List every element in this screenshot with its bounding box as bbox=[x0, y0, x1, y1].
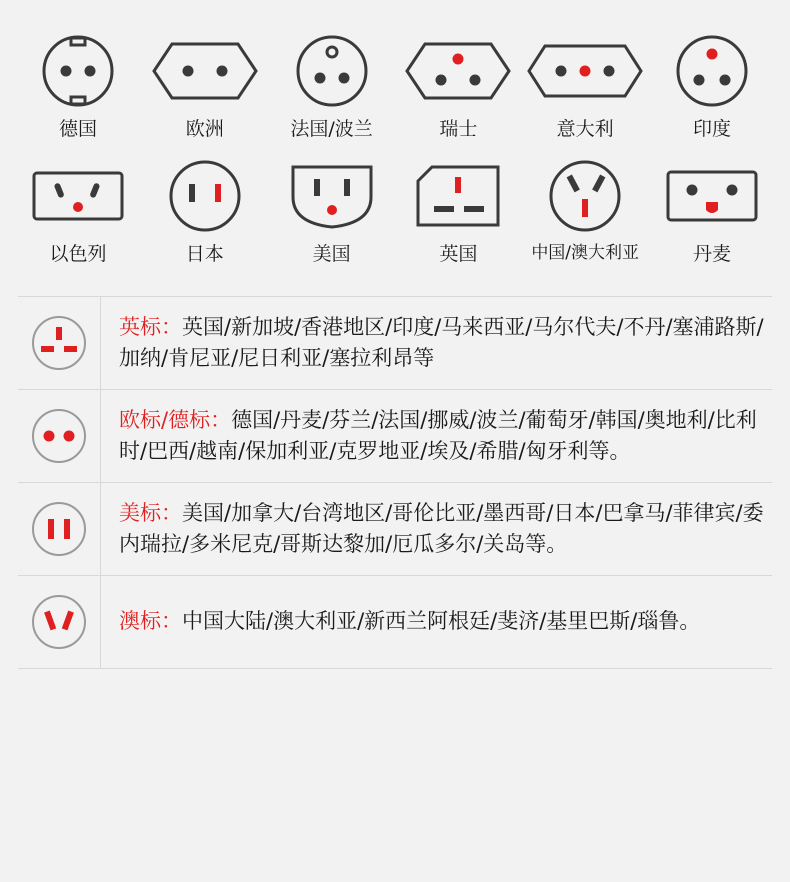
standards-row-uk bbox=[18, 297, 772, 390]
plug-label: 德国 bbox=[58, 118, 97, 140]
plug-cell-italy bbox=[525, 30, 645, 141]
plug-cell-israel bbox=[18, 155, 138, 266]
plug-label: 英国 bbox=[439, 242, 478, 265]
standards-description bbox=[100, 390, 772, 482]
socket-us-icon bbox=[18, 483, 100, 575]
plug-label: 以色列 bbox=[49, 242, 107, 265]
plug-italy-icon bbox=[525, 30, 645, 112]
standard-countries: 美国/加拿大/台湾地区/哥伦比亚/墨西哥/日本/巴拿马/菲律宾/委内瑞拉/多米尼克/哥斯达黎加/厄瓜多尔/关岛等。 bbox=[119, 501, 764, 556]
plug-japan-icon bbox=[162, 155, 248, 237]
standards-row-us bbox=[18, 483, 772, 576]
standards-row-eu bbox=[18, 390, 772, 483]
plug-type-grid bbox=[0, 0, 790, 280]
plug-label: 丹麦 bbox=[692, 242, 731, 265]
socket-eu-icon bbox=[18, 390, 100, 482]
plug-label: 美国 bbox=[312, 242, 351, 265]
plug-cell-india bbox=[652, 30, 772, 141]
plug-cell-france-poland bbox=[272, 30, 392, 141]
bottom-spacer bbox=[0, 669, 790, 729]
socket-uk-icon bbox=[18, 297, 100, 389]
plug-label: 中国/澳大利亚 bbox=[531, 242, 640, 263]
plug-denmark-icon bbox=[664, 155, 760, 237]
plug-india-icon bbox=[669, 30, 755, 112]
plug-cell-uk bbox=[398, 155, 518, 266]
plug-germany-icon bbox=[35, 30, 121, 112]
standard-countries: 中国大陆/澳大利亚/新西兰阿根廷/斐济/基里巴斯/瑙鲁。 bbox=[182, 609, 701, 634]
plug-uk-icon bbox=[412, 155, 504, 237]
plug-cell-usa bbox=[272, 155, 392, 266]
plug-cell-europe bbox=[145, 30, 265, 141]
standard-name: 英标： bbox=[119, 315, 182, 340]
plug-israel-icon bbox=[30, 155, 126, 237]
plug-label: 日本 bbox=[185, 242, 224, 265]
plug-france-poland-icon bbox=[289, 30, 375, 112]
plug-cell-switzerland bbox=[398, 30, 518, 141]
plug-cell-china-australia bbox=[525, 155, 645, 266]
standards-table bbox=[18, 296, 772, 669]
plug-china-australia-icon bbox=[542, 155, 628, 237]
plug-europe-icon bbox=[150, 30, 260, 112]
plug-grid-row bbox=[18, 30, 772, 141]
standard-name: 欧标/德标： bbox=[119, 408, 232, 433]
standard-countries: 德国/丹麦/芬兰/法国/挪威/波兰/葡萄牙/韩国/奥地利/比利时/巴西/越南/保加利亚/克罗地亚/埃及/希腊/匈牙利等。 bbox=[119, 408, 757, 463]
plug-label: 意大利 bbox=[556, 118, 614, 140]
standard-name: 美标： bbox=[119, 501, 182, 526]
standard-countries: 英国/新加坡/香港地区/印度/马来西亚/马尔代夫/不丹/塞浦路斯/加纳/肯尼亚/尼日利亚/塞拉利昂等 bbox=[119, 315, 764, 370]
plug-grid-row bbox=[18, 155, 772, 266]
plug-cell-denmark bbox=[652, 155, 772, 266]
standards-row-au bbox=[18, 576, 772, 669]
standards-description bbox=[100, 576, 772, 668]
standards-description bbox=[100, 297, 772, 389]
plug-switzerland-icon bbox=[403, 30, 513, 112]
plug-label: 法国/波兰 bbox=[290, 118, 373, 140]
plug-label: 印度 bbox=[692, 118, 731, 140]
plug-label: 欧洲 bbox=[185, 118, 224, 140]
standard-name: 澳标： bbox=[119, 609, 182, 634]
plug-cell-germany bbox=[18, 30, 138, 141]
standards-description bbox=[100, 483, 772, 575]
plug-usa-icon bbox=[287, 155, 377, 237]
socket-au-icon bbox=[18, 576, 100, 668]
plug-cell-japan bbox=[145, 155, 265, 266]
plug-label: 瑞士 bbox=[439, 118, 478, 140]
